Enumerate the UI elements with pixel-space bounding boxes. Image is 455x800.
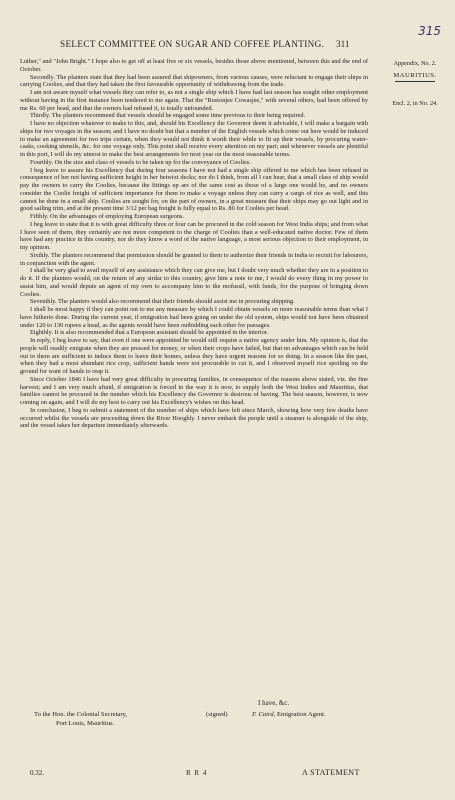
paragraph: I beg leave to assure his Excellency that during four seasons I have not had a single ship offered to me which has been refused in consequence of her not having sufficient height in her betwixt decks; nor do I think, from all I can hear, that a small class of ship would pay the owners to carry the Coolies, because the fittings up are of the same cost as those of a large one would be, and no owners consider the Coolie freight of sufficient importance for them to make a voyage unless they can carry a cargo of rice as well, and this cannot be done in a small ship. Coolies are sought for, on the part of owners, in a great measure that their ships may go out light and in good sailing trim, and at the present time 3/12 per bag freight is fully equal to Rs. 80 for Coolies per head. xyxy=(20,166,368,213)
paragraph: Secondly. The planters state that they had been assured that shipowners, from various causes, were reluctant to engage their ships in carrying Coolies, and that they had taken the first favourable opportunity of withdrawing from the trade. xyxy=(20,73,368,89)
addressee-place: Port Louis, Mauritius. xyxy=(56,720,115,727)
signed-marker: (signed) xyxy=(206,711,228,718)
paragraph: I beg leave to state that it is with great difficulty three or four can be procured in the cold season for West India ships; and from what I have seen of them, they certainly are not more competent to the charge of Coolies than a well-educated native doctor. Few of them have had any practice in this country, nor do they know a word of the native language, a most serious objection to their employment, in my opinion. xyxy=(20,220,368,251)
paragraph: Thirdly. The planters recommend that vessels should be engaged some time previous to their being required. xyxy=(30,112,306,120)
paragraph: In reply, I beg leave to say, that even if one were appointed he would still require a native agency under him. My opinion is, that the people will readily emigrate when they are pressed for money, or when their crops have failed, but that no advantages which can be held out to them are sufficient to induce them to leave their homes, unless they have urgent reasons for so doing. In a season like the past, when they had a most abundant rice crop, sufficient hands were not procurable to cut it, and I observed myself rice spoiling on the ground for want of hands to reap it. xyxy=(20,337,368,375)
paragraph: Luther," and "John Bright." I hope also to get off at least five or six vessels, besides those above mentioned, between this and the end of October. xyxy=(20,58,368,73)
margin-enclosure-note: Encl. 2, in No. 24. xyxy=(392,100,438,107)
paragraph: Fourthly. On the size and class of vessels to be taken up for the conveyance of Coolies. xyxy=(30,158,251,166)
page-number: 311 xyxy=(336,39,350,49)
signer-name: F. Caird, xyxy=(252,711,276,718)
paragraph: I am not aware myself what vessels they can refer to, as not a single ship which I have had last season has sought other employment without having in the first instance been tendered to me again. That the "Rustonjee Cowasjee," with several others, had been offered by me Rs. 60 per head, and that the owners had refused it, is totally unfounded. xyxy=(20,89,368,112)
footer-catchword: A STATEMENT xyxy=(302,768,360,777)
paragraph: Fifthly. On the advantages of employing European surgeons. xyxy=(30,213,184,220)
paragraph: I shall be very glad to avail myself of any assistance which they can give me, but I doubt very much whether they are in a position to do it. If the planters would, on the return of any sirdar to this country, give him a note to me, I would do every thing in my power to assist him, and would depute an agent of my own to accompany him to the mofussil, with funds, for the purpose of bringing down Coolies. xyxy=(20,267,368,298)
signer-title: Emigration Agent. xyxy=(276,711,326,718)
paragraph: Sixthly. The planters recommend that permission should be granted to them to authorize their friends in India to recruit for labourers, in conjunction with the agent. xyxy=(20,251,368,267)
handwritten-folio-number: 315 xyxy=(418,24,441,38)
paragraph: Eighthly. It is also recommended that a European assistant should be appointed in the interior. xyxy=(30,329,269,337)
running-header-title: SELECT COMMITTEE ON SUGAR AND COFFEE PLANTING. xyxy=(60,39,325,49)
paragraph: In conclusion, I beg to submit a statement of the number of ships which have left since March, showing how very few deaths have occurred whilst the vessels are proceeding down the River Hooghly. I never embark the people until a steamer is alongside of the ship, and the vessel takes her departure immediately afterwards. xyxy=(20,406,368,430)
footer-sheet-number: 0.32. xyxy=(30,769,44,777)
paragraph: Since October 1846 I have had very great difficulty in procuring families, in consequence of the reasons above stated, viz. the fine harvest; and I am very much afraid, if emigration is forced in the way it is now, to supply both the West Indies and Mauritius, that families cannot be procured in the number which his Excellency the Governor is desirous of having. The best season, however, is now coming on again, and I will do my best to carry out his Excellency's wishes on this head. xyxy=(20,375,368,406)
margin-appendix-note: Appendix, No. 2. xyxy=(393,60,437,67)
footer-signature-mark: R R 4 xyxy=(186,769,208,777)
margin-colony-label: MAURITIUS. xyxy=(380,72,450,82)
letter-body xyxy=(20,58,368,430)
paragraph: I shall be most happy if they can point out to me any measure by which I could obtain vessels on more reasonable terms than what I have hitherto done. During the current year, if emigration had been going on under the old system, ships would not have been obtained under 120 to 130 rupees a head, as the agents would have been outbidding each other for passages. xyxy=(20,306,368,329)
signature-block xyxy=(252,711,326,718)
paragraph: I have no objection whatever to make to this, and, should his Excellency the Governor deem it advisable, I will make a bargain with ships for two voyages in the season; and I have no doubt but that a number of the English vessels which come out here would be induced to make an agreement for two trips certain, when they would not think it worth their while to fit up their vessels, by procuring water-casks, cooking utensils, &c. for one voyage only. This point shall receive every attention on my part; and whenever vessels are plentiful in this port, I will do my utmost to make the best arrangements for next year on the most reasonable terms. xyxy=(20,120,368,158)
closing-salutation: I have, &c. xyxy=(258,699,290,707)
addressee-line: To the Hon. the Colonial Secretary, xyxy=(34,711,128,718)
paragraph: Seventhly. The planters would also recommend that their friends should assist me in procuring shipping. xyxy=(30,298,295,306)
